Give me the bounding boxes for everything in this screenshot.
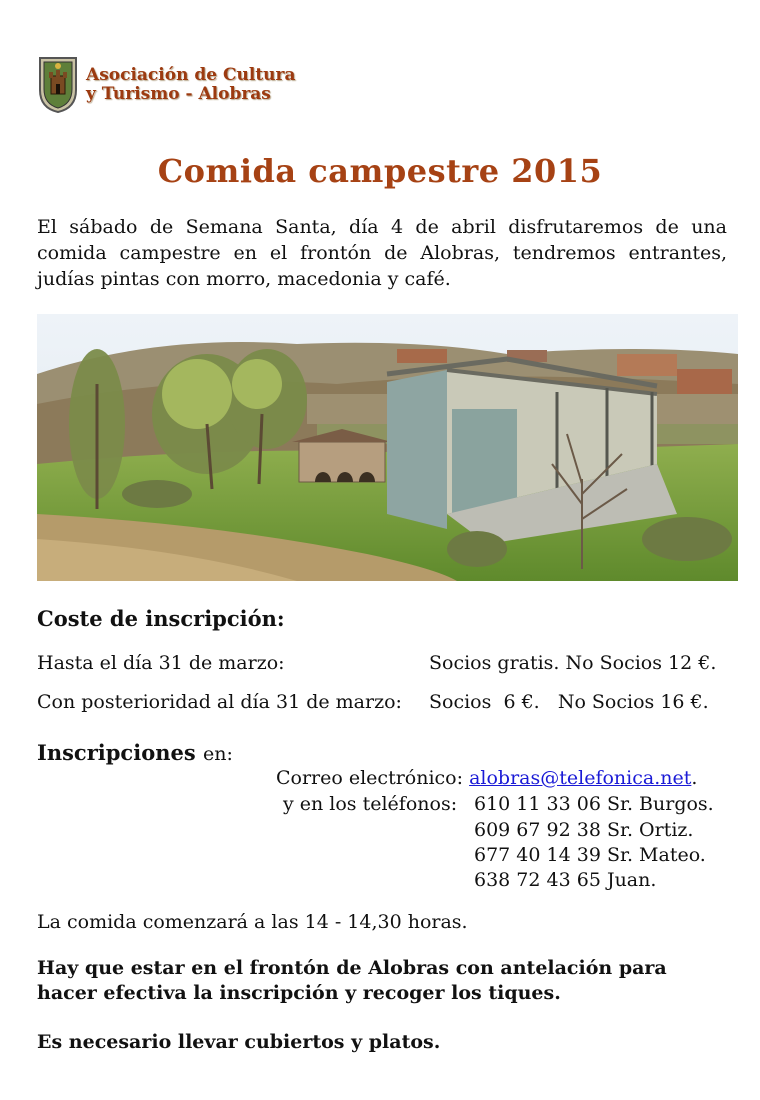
signup-heading-text: Inscripciones xyxy=(37,740,196,765)
signup-heading xyxy=(37,740,233,765)
header xyxy=(38,56,296,114)
phone-entry: 610 11 33 06 Sr. Burgos. xyxy=(474,793,714,815)
phones-label: y en los teléfonos: xyxy=(283,793,458,815)
fronton-photo xyxy=(37,314,738,581)
organization-name xyxy=(86,66,296,104)
cost-row xyxy=(37,652,717,674)
cost-row-price: Socios gratis. No Socios 12 €. xyxy=(429,652,717,674)
phone-entry: 638 72 43 65 Juan. xyxy=(474,869,657,891)
start-time-text: La comida comenzará a las 14 - 14,30 horas. xyxy=(37,911,468,933)
email-line xyxy=(276,767,697,789)
cost-row-label: Hasta el día 31 de marzo: xyxy=(37,652,285,674)
page-title: Comida campestre 2015 xyxy=(157,152,603,190)
cost-row xyxy=(37,691,709,713)
phone-entry: 677 40 14 39 Sr. Mateo. xyxy=(474,844,706,866)
intro-paragraph: El sábado de Semana Santa, día 4 de abril disfrutaremos de una comida campestre en el frontón de Alobras, tendremos entrantes, judías pintas con morro, macedonia y café. xyxy=(37,216,727,290)
cost-row-label: Con posterioridad al día 31 de marzo: xyxy=(37,691,402,713)
organization-name-line-1: Asociación de Cultura xyxy=(86,65,296,85)
email-period: . xyxy=(691,767,698,789)
email-label: Correo electrónico: xyxy=(276,767,464,789)
email-link[interactable]: alobras@telefonica.net xyxy=(469,767,692,789)
coat-of-arms-icon xyxy=(38,56,78,114)
cutlery-reminder: Es necesario llevar cubiertos y platos. xyxy=(37,1031,441,1053)
cost-row-price: Socios 6 €. No Socios 16 €. xyxy=(429,691,709,713)
signup-heading-suffix: en: xyxy=(202,743,233,765)
cost-heading: Coste de inscripción: xyxy=(37,606,285,631)
organization-name-line-2: y Turismo - Alobras xyxy=(86,84,271,104)
arrival-notice: Hay que estar en el frontón de Alobras con antelación para hacer efectiva la inscripción y recoger los tiques. xyxy=(37,957,667,1004)
phone-entry: 609 67 92 38 Sr. Ortiz. xyxy=(474,819,694,841)
